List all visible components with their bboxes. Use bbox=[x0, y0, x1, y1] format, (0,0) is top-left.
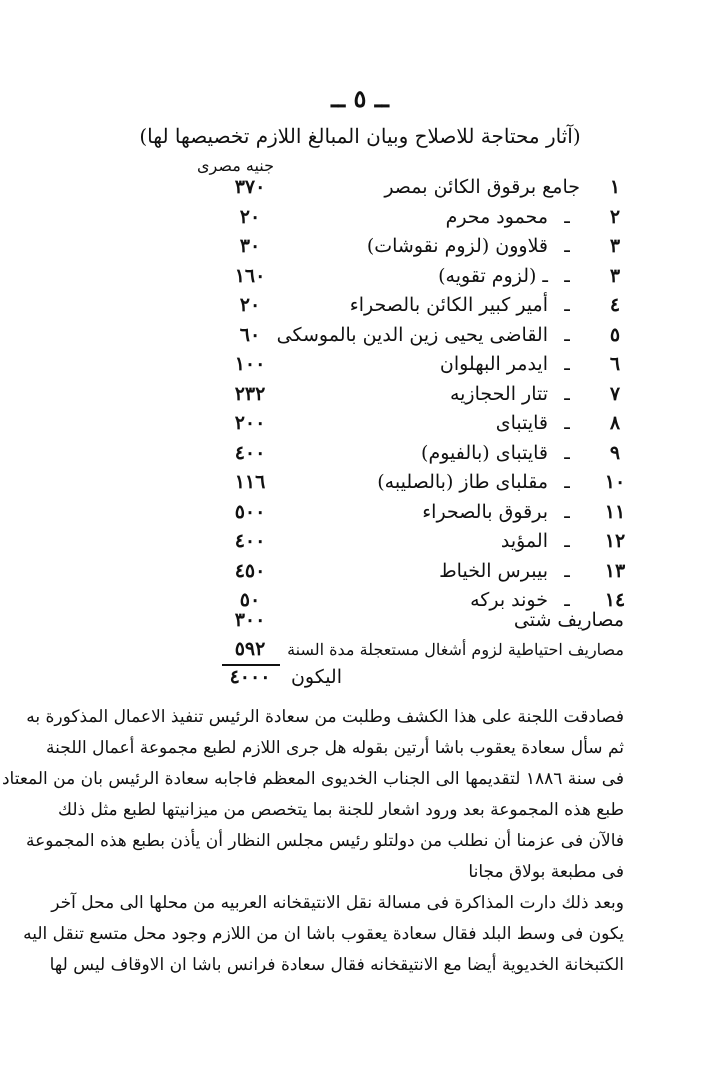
item-name: محمود محرم bbox=[445, 205, 548, 228]
table-row bbox=[0, 263, 720, 293]
item-number: ١٢ bbox=[604, 530, 626, 552]
item-amount: ٣٠ bbox=[239, 235, 261, 257]
item-number: ٢ bbox=[609, 205, 621, 228]
item-amount: ٢٣٢ bbox=[234, 382, 266, 405]
item-name: تتار الحجازيه bbox=[449, 382, 548, 405]
item-name: جامع برقوق الكائن بمصر bbox=[384, 176, 580, 198]
item-number: ٦ bbox=[609, 353, 621, 375]
item-ditto-dash: ـ bbox=[564, 294, 570, 316]
reserve-expenses-row bbox=[0, 636, 720, 666]
item-name: بيبرس الخياط bbox=[439, 559, 548, 582]
table-row bbox=[0, 292, 720, 322]
currency-header: جنيه مصرى bbox=[196, 156, 274, 175]
item-amount: ١١٦ bbox=[234, 471, 266, 493]
item-ditto-dash: ـ bbox=[564, 559, 570, 582]
item-amount: ١٦٠ bbox=[234, 264, 266, 287]
item-amount: ٦٠ bbox=[239, 323, 261, 346]
table-row bbox=[0, 528, 720, 558]
item-number: ١ bbox=[609, 176, 621, 198]
item-amount: ١٠٠ bbox=[234, 353, 266, 375]
item-ditto-dash: ـ bbox=[564, 530, 570, 552]
paragraph-line: يكون فى وسط البلد فقال سعادة يعقوب باشا ان من اللازم وجود محل متسع تنقل اليه bbox=[23, 924, 624, 944]
table-row bbox=[0, 410, 720, 440]
item-ditto-dash: ـ bbox=[564, 471, 570, 493]
item-number: ١٠ bbox=[604, 471, 626, 493]
table-row bbox=[0, 322, 720, 352]
item-number: ٣ bbox=[609, 235, 621, 257]
item-ditto-dash: ـ bbox=[564, 382, 570, 405]
paragraph-line: فى مطبعة بولاق مجانا bbox=[468, 862, 624, 882]
item-amount: ٤٠٠ bbox=[234, 530, 266, 552]
item-ditto-dash: ـ bbox=[564, 264, 570, 287]
item-ditto-dash: ـ bbox=[564, 589, 570, 611]
item-name: المؤيد bbox=[500, 530, 548, 552]
item-name: القاضى يحيى زين الدين بالموسكى bbox=[276, 323, 548, 346]
misc-expenses-row bbox=[0, 607, 720, 637]
item-ditto-dash: ـ bbox=[564, 441, 570, 464]
item-amount: ٣٧٠ bbox=[234, 176, 266, 198]
paragraph-line: ثم سأل سعادة يعقوب باشا أرتين بقوله هل جرى اللازم لطبع مجموعة أعمال اللجنة bbox=[45, 738, 624, 758]
item-number: ٥ bbox=[609, 323, 621, 346]
paragraph-line: الكتبخانة الخديوية أيضا مع الانتيقخانه فقال سعادة فرانس باشا ان الاوقاف ليس لها bbox=[49, 955, 624, 975]
table-row bbox=[0, 381, 720, 411]
paragraph-line: فالآن فى عزمنا أن نطلب من دولتلو رئيس مجلس النظار أن يأذن بطبع هذه المجموعة bbox=[25, 831, 624, 851]
table-row bbox=[0, 499, 720, 529]
total-amount: ٤٠٠٠ bbox=[229, 666, 271, 688]
item-number: ١٤ bbox=[604, 589, 626, 611]
total-label: اليكون bbox=[290, 666, 342, 688]
item-name: برقوق بالصحراء bbox=[422, 500, 548, 523]
item-name: ـ (لزوم تقويه) bbox=[438, 264, 548, 287]
paragraph-museum-transfer bbox=[23, 888, 624, 981]
reserve-expenses-amount: ٥٩٢ bbox=[234, 638, 266, 660]
reserve-expenses-label: مصاريف احتياطية لزوم أشغال مستعجلة مدة السنة bbox=[287, 640, 624, 659]
item-amount: ٢٠ bbox=[239, 294, 261, 316]
item-amount: ٤٠٠ bbox=[234, 441, 266, 464]
paragraph-line: فى سنة ١٨٨٦ لتقديمها الى الجناب الخديوى المعظم فاجابه سعادة الرئيس بان من المعتاد bbox=[1, 769, 624, 789]
misc-expenses-label: مصاريف شتى bbox=[513, 609, 624, 631]
item-number: ٤ bbox=[609, 294, 621, 316]
item-number: ٨ bbox=[609, 412, 621, 434]
item-ditto-dash: ـ bbox=[564, 412, 570, 434]
item-amount: ٤٥٠ bbox=[234, 559, 266, 582]
table-title: (آثار محتاجة للاصلاح وبيان المبالغ اللازم تخصيصها لها) bbox=[139, 124, 581, 148]
item-name: خوند بركه bbox=[470, 589, 548, 611]
item-ditto-dash: ـ bbox=[564, 323, 570, 346]
item-ditto-dash: ـ bbox=[564, 235, 570, 257]
table-row bbox=[0, 233, 720, 263]
table-row bbox=[0, 469, 720, 499]
item-amount: ٢٠ bbox=[239, 205, 261, 228]
paragraph-line: طبع هذه المجموعة بعد ورود اشعار للجنة بما يتخصص من ميزانيتها لطبع مثل ذلك bbox=[58, 800, 624, 820]
item-number: ٧ bbox=[609, 382, 621, 405]
item-name: أمير كبير الكائن بالصحراء bbox=[349, 294, 548, 316]
item-ditto-dash: ـ bbox=[564, 205, 570, 228]
paragraph-committee-approval bbox=[1, 702, 624, 888]
item-number: ٩ bbox=[609, 441, 621, 464]
table-row bbox=[0, 174, 720, 204]
paragraph-line: وبعد ذلك دارت المذاكرة فى مسالة نقل الانتيقخانه العربيه من محلها الى محل آخر bbox=[51, 893, 624, 913]
table-row bbox=[0, 351, 720, 381]
misc-expenses-amount: ٣٠٠ bbox=[234, 609, 266, 631]
item-amount: ٥٠ bbox=[239, 589, 261, 611]
table-row bbox=[0, 440, 720, 470]
item-name: قايتباى (بالفيوم) bbox=[421, 441, 548, 464]
item-amount: ٢٠٠ bbox=[234, 412, 266, 434]
table-row bbox=[0, 204, 720, 234]
item-name: مقلباى طاز (بالصليبه) bbox=[377, 471, 548, 493]
item-name: ايدمر البهلوان bbox=[439, 353, 548, 375]
item-ditto-dash: ـ bbox=[564, 353, 570, 375]
total-row bbox=[0, 664, 720, 694]
item-number: ١١ bbox=[604, 500, 626, 523]
item-ditto-dash: ـ bbox=[564, 500, 570, 523]
item-amount: ٥٠٠ bbox=[234, 500, 266, 523]
table-row bbox=[0, 558, 720, 588]
item-name: قايتباى bbox=[495, 412, 548, 434]
item-number: ١٣ bbox=[604, 559, 626, 582]
page-number: ــ ٥ ــ bbox=[331, 84, 389, 113]
item-name: قلاوون (لزوم نقوشات) bbox=[366, 235, 548, 257]
item-number: ٣ bbox=[609, 264, 621, 287]
paragraph-line: فصادقت اللجنة على هذا الكشف وطلبت من سعادة الرئيس تنفيذ الاعمال المذكورة به bbox=[26, 707, 624, 727]
